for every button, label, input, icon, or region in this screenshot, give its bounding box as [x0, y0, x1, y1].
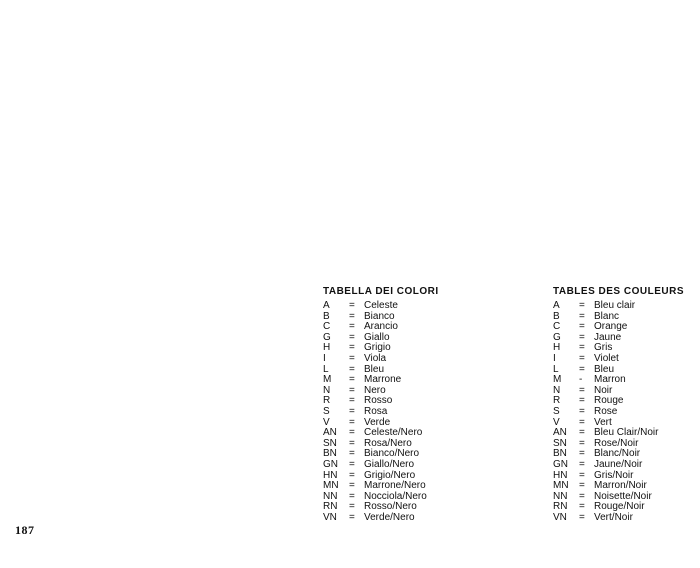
equals-sign: = — [579, 321, 585, 333]
equals-sign: = — [349, 427, 355, 439]
color-code: GN — [553, 458, 568, 470]
color-name: Noir — [594, 384, 613, 396]
color-name: Marron/Noir — [594, 480, 647, 492]
color-code: HN — [323, 469, 338, 481]
color-code: A — [553, 300, 560, 311]
equals-sign: = — [349, 352, 355, 364]
color-name: Rosa — [364, 405, 388, 417]
color-name: Gris — [594, 342, 613, 354]
equals-sign: = — [579, 427, 585, 439]
table-title: TABLES DES COULEURS — [553, 286, 684, 297]
color-code: G — [553, 331, 561, 343]
color-name: Rose — [594, 405, 618, 417]
color-name: Nocciola/Nero — [364, 490, 427, 502]
equals-sign: = — [579, 352, 585, 364]
color-name: Vert/Noir — [594, 511, 633, 523]
color-code: V — [323, 416, 330, 428]
equals-sign: = — [579, 511, 585, 523]
color-name: Blanc/Noir — [594, 448, 641, 460]
color-name: Orange — [594, 321, 628, 333]
color-name: Rouge — [594, 395, 624, 407]
table-row — [323, 460, 439, 471]
equals-sign: = — [349, 480, 355, 492]
color-name: Noisette/Noir — [594, 490, 652, 502]
color-name: Marrone — [364, 374, 402, 386]
color-table-french — [553, 285, 684, 523]
equals-sign: = — [579, 300, 585, 311]
color-name: Gris/Noir — [594, 469, 634, 481]
color-name: Grigio/Nero — [364, 469, 416, 481]
color-code: BN — [553, 448, 567, 460]
color-name: Giallo — [364, 331, 390, 343]
color-name: Marrone/Nero — [364, 480, 426, 492]
equals-sign: = — [579, 384, 585, 396]
equals-sign: = — [349, 469, 355, 481]
equals-sign: = — [579, 310, 585, 322]
color-name: Rouge/Noir — [594, 501, 645, 513]
equals-sign: = — [579, 448, 585, 460]
table-row — [323, 407, 439, 418]
color-name: Verde/Nero — [364, 511, 415, 523]
color-code: RN — [323, 501, 338, 513]
color-name: Rosso/Nero — [364, 501, 417, 513]
color-name: Jaune/Noir — [594, 458, 643, 470]
color-name: Jaune — [594, 331, 622, 343]
color-code: I — [323, 352, 326, 364]
color-code: L — [323, 363, 329, 375]
equals-sign: = — [579, 480, 585, 492]
table-row — [553, 513, 684, 524]
table-row — [553, 396, 684, 407]
color-code: S — [553, 405, 560, 417]
equals-sign: = — [579, 363, 585, 375]
color-name: Marron — [594, 374, 626, 386]
color-name: Bleu Clair/Noir — [594, 427, 659, 439]
color-name: Bleu clair — [594, 300, 636, 311]
table-row — [553, 333, 684, 344]
color-code: A — [323, 300, 330, 311]
color-code: N — [323, 384, 331, 396]
color-code: H — [553, 342, 561, 354]
equals-sign: = — [579, 405, 585, 417]
color-code: L — [553, 363, 559, 375]
color-name: Viola — [364, 352, 387, 364]
table-row — [553, 375, 684, 386]
color-code: SN — [553, 437, 567, 449]
color-code: AN — [553, 427, 567, 439]
color-name: Rosa/Nero — [364, 437, 412, 449]
equals-sign: = — [349, 321, 355, 333]
equals-sign: = — [349, 437, 355, 449]
color-name: Giallo/Nero — [364, 458, 415, 470]
page-number: 187 — [15, 523, 35, 537]
color-code: BN — [323, 448, 337, 460]
color-code: SN — [323, 437, 337, 449]
color-code: M — [553, 374, 562, 386]
color-code: M — [323, 374, 332, 386]
color-code: S — [323, 405, 330, 417]
equals-sign: = — [579, 469, 585, 481]
equals-sign: = — [349, 310, 355, 322]
equals-sign: = — [349, 501, 355, 513]
color-code: MN — [553, 480, 569, 492]
color-code: B — [323, 310, 330, 322]
table-row — [553, 407, 684, 418]
color-name: Blanc — [594, 310, 620, 322]
equals-sign: = — [579, 342, 585, 354]
color-name: Rose/Noir — [594, 437, 639, 449]
equals-sign: = — [579, 501, 585, 513]
equals-sign: = — [349, 342, 355, 354]
color-code: C — [323, 321, 331, 333]
color-code: N — [553, 384, 561, 396]
equals-sign: = — [579, 458, 585, 470]
table-row — [553, 354, 684, 365]
equals-sign: = — [349, 511, 355, 523]
color-code: H — [323, 342, 331, 354]
equals-sign: = — [349, 405, 355, 417]
color-code: HN — [553, 469, 568, 481]
equals-sign: = — [349, 416, 355, 428]
equals-sign: = — [349, 448, 355, 460]
color-name: Bianco — [364, 310, 395, 322]
table-row — [323, 513, 439, 524]
color-name: Celeste/Nero — [364, 427, 423, 439]
table-title: TABELLA DEI COLORI — [323, 286, 439, 297]
color-code: GN — [323, 458, 338, 470]
table-row — [323, 354, 439, 365]
equals-sign: = — [349, 490, 355, 502]
color-code: RN — [553, 501, 568, 513]
equals-sign: = — [349, 363, 355, 375]
color-table-italian — [323, 285, 439, 523]
color-name: Bleu — [594, 363, 615, 375]
color-code: AN — [323, 427, 337, 439]
color-code: R — [323, 395, 331, 407]
color-name: Verde — [364, 416, 391, 428]
equals-sign: = — [579, 395, 585, 407]
equals-sign: = — [349, 458, 355, 470]
equals-sign: = — [349, 395, 355, 407]
color-name: Bleu — [364, 363, 385, 375]
color-code: VN — [323, 511, 337, 523]
color-name: Rosso — [364, 395, 393, 407]
equals-sign: = — [579, 331, 585, 343]
color-code: R — [553, 395, 561, 407]
equals-sign: = — [579, 437, 585, 449]
table-row — [553, 460, 684, 471]
table-rows — [553, 301, 684, 523]
equals-sign: - — [579, 374, 583, 386]
color-code: V — [553, 416, 560, 428]
color-name: Grigio — [364, 342, 391, 354]
color-code: B — [553, 310, 560, 322]
color-code: I — [553, 352, 556, 364]
table-row — [323, 301, 439, 312]
color-name: Violet — [594, 352, 619, 364]
equals-sign: = — [349, 384, 355, 396]
color-code: VN — [553, 511, 567, 523]
color-name: Nero — [364, 384, 386, 396]
color-name: Celeste — [364, 300, 398, 311]
color-code: NN — [323, 490, 338, 502]
table-row — [553, 301, 684, 312]
color-name: Vert — [594, 416, 612, 428]
color-name: Arancio — [364, 321, 398, 333]
color-code: C — [553, 321, 561, 333]
equals-sign: = — [579, 416, 585, 428]
equals-sign: = — [579, 490, 585, 502]
equals-sign: = — [349, 300, 355, 311]
color-code: G — [323, 331, 331, 343]
color-name: Bianco/Nero — [364, 448, 420, 460]
equals-sign: = — [349, 331, 355, 343]
color-code: NN — [553, 490, 568, 502]
equals-sign: = — [349, 374, 355, 386]
table-rows — [323, 301, 439, 523]
color-code: MN — [323, 480, 339, 492]
